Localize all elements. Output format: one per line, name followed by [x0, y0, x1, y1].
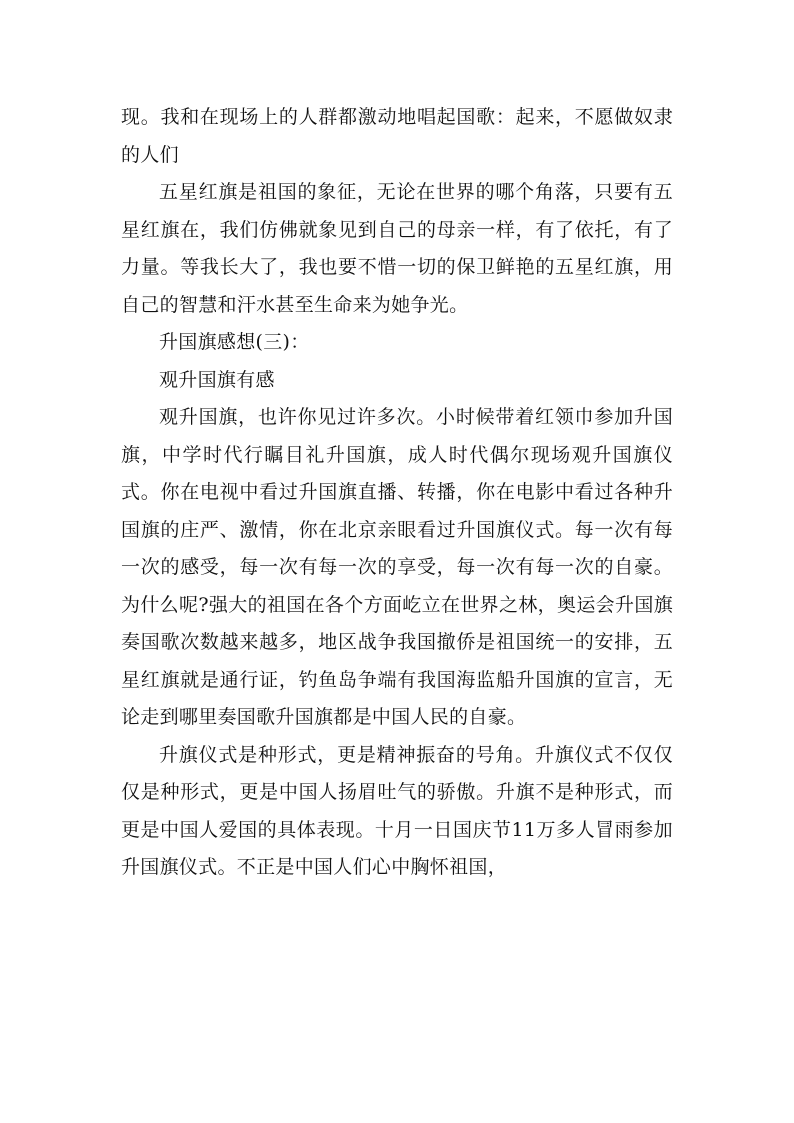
- paragraph-watching-flag-raising: 观升国旗，也许你见过许多次。小时候带着红领巾参加升国旗，中学时代行瞩目礼升国旗，成人时代偶尔现场观升国旗仪式。你在电视中看过升国旗直播、转播，你在电影中看过各种升国旗的庄严、激情，你在北京亲眼看过升国旗仪式。每一次有每一次的感受，每一次有每一次的享受，每一次有每一次的自豪。为什么呢?强大的祖国在各个方面屹立在世界之林，奥运会升国旗奏国歌次数越来越多，地区战争我国撤侨是祖国统一的安排，五星红旗就是通行证，钓鱼岛争端有我国海监船升国旗的宣言，无论走到哪里奏国歌升国旗都是中国人民的自豪。: [121, 406, 673, 728]
- paragraph-five-star-flag: 五星红旗是祖国的象征，无论在世界的哪个角落，只要有五星红旗在，我们仿佛就象见到自己的母亲一样，有了依托，有了力量。等我长大了，我也要不惜一切的保卫鲜艳的五星红旗，用自己的智慧和汗水甚至生命来为她争光。: [121, 181, 673, 316]
- essay-title: 观升国旗有感: [159, 368, 275, 391]
- paragraph-continuation: 现。我和在现场上的人群都激动地唱起国歌：起来，不愿做奴隶的人们: [121, 106, 673, 166]
- section-heading: 升国旗感想(三)：: [159, 331, 310, 353]
- paragraph-ceremony-form: 升旗仪式是种形式，更是精神振奋的号角。升旗仪式不仅仅仅是种形式，更是中国人扬眉吐气的骄傲。升旗不是种形式，而更是中国人爱国的具体表现。十月一日国庆节11万多人冒雨参加升国旗仪式。不正是中国人们心中胸怀祖国，: [121, 743, 673, 878]
- document-body: [121, 99, 673, 887]
